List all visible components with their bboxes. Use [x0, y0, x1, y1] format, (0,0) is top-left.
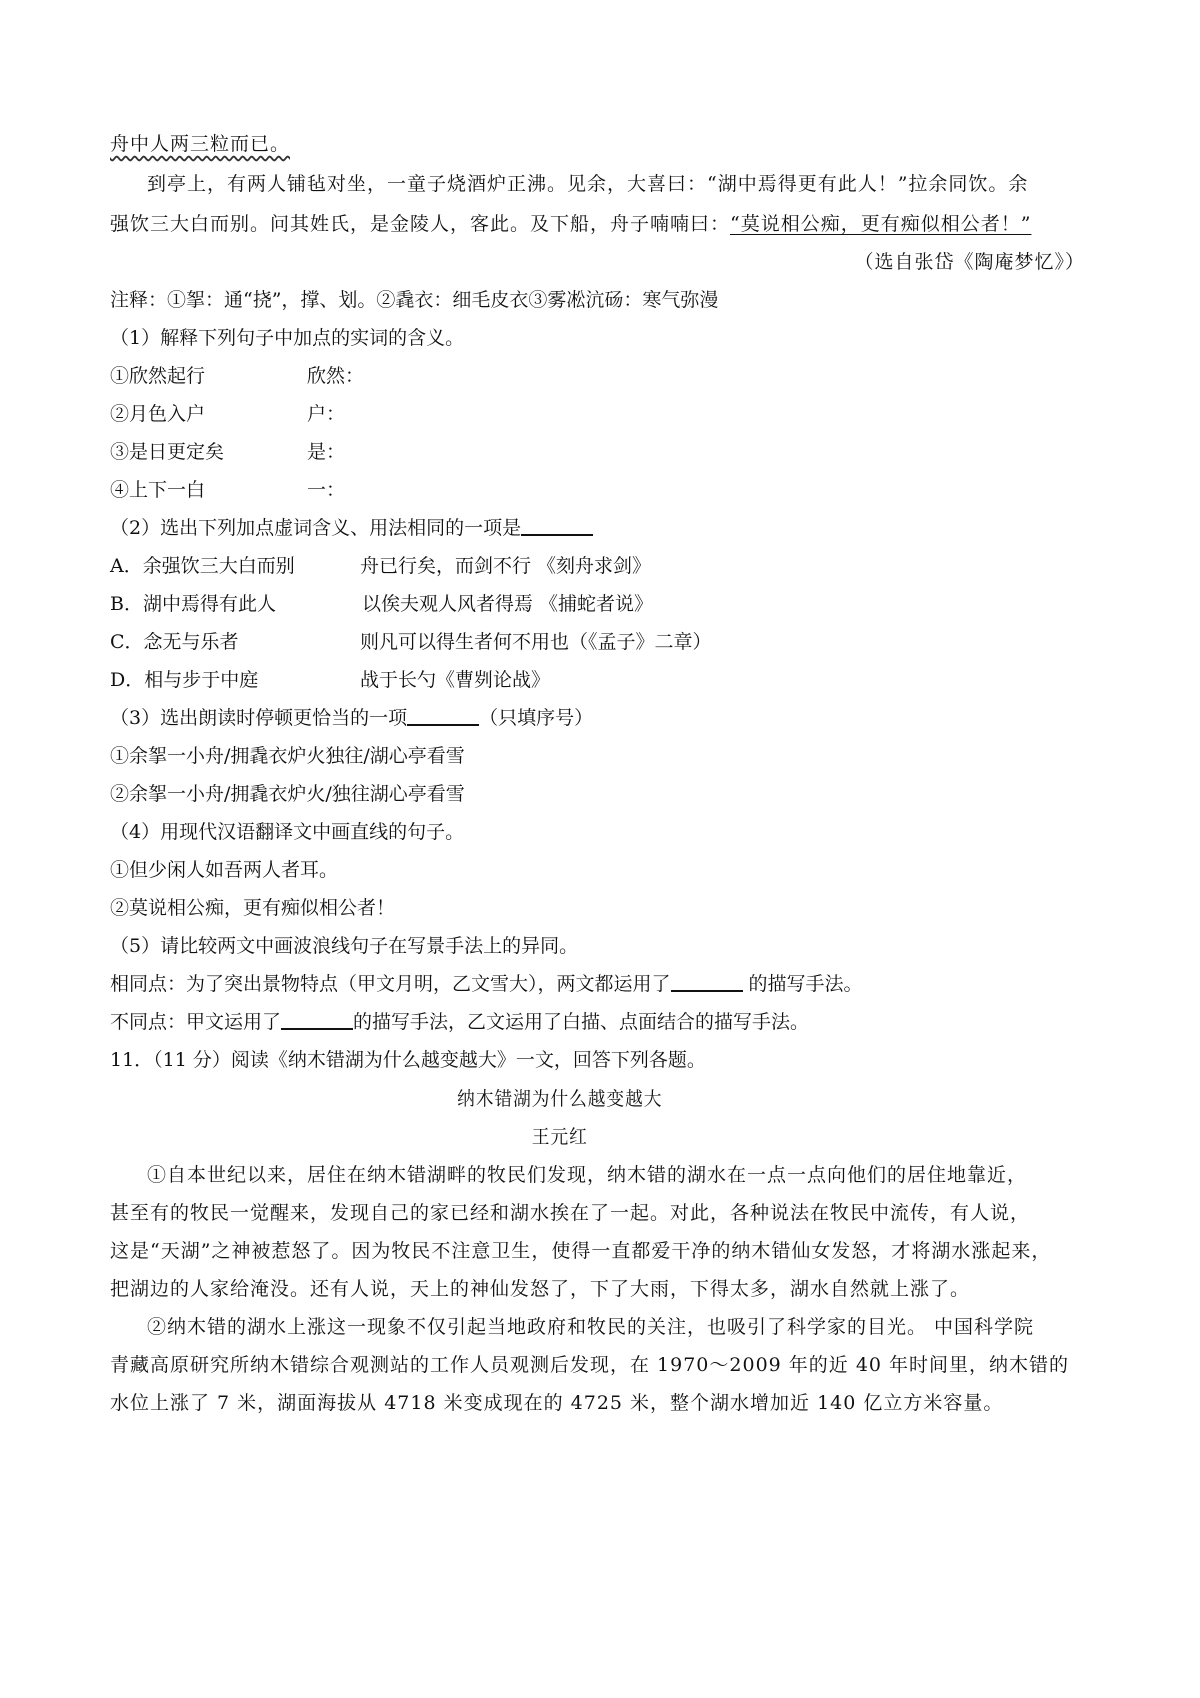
q1-item-left: ④上下一白 — [110, 479, 206, 501]
q3-prompt — [110, 706, 593, 730]
q3-prompt-text: （3）选出朗读时停顿更恰当的一项 — [110, 707, 408, 729]
answer-blank[interactable] — [281, 1010, 353, 1030]
article-paragraph-line: 水位上涨了 7 米，湖面海拔从 4718 米变成现在的 4725 米，整个湖水增加近 140 亿立方米容量。 — [110, 1392, 1004, 1414]
q5-diff — [110, 1010, 809, 1034]
q2-option-left: A．余强饮三大白而别 — [110, 555, 295, 577]
article-author: 王元红 — [531, 1126, 588, 1148]
article-paragraph-line: 这是“天湖”之神被惹怒了。因为牧民不注意卫生，使得一直都爱干净的纳木错仙女发怒，才将湖水涨起来， — [110, 1240, 1052, 1262]
q4-item: ②莫说相公痴，更有痴似相公者！ — [110, 897, 396, 919]
underlined-sentence: “莫说相公痴，更有痴似相公者！” — [730, 213, 1032, 235]
q3-item: ②余挐一小舟/拥毳衣炉火/独往湖心亭看雪 — [110, 783, 465, 805]
q2-option-right: 则凡可以得生者何不用也（《孟子》二章） — [360, 631, 712, 653]
q1-item-right: 欣然： — [307, 365, 365, 387]
q5-prompt: （5）请比较两文中画波浪线句子在写景手法上的异同。 — [110, 935, 579, 957]
passage-line: 到亭上，有两人铺毡对坐，一童子烧酒炉正沸。见余，大喜曰：“湖中焉得更有此人！”拉余同饮。余 — [147, 173, 1029, 195]
article-paragraph-line: 青藏高原研究所纳木错综合观测站的工作人员观测后发现，在 1970～2009 年的近 40 年时间里，纳木错的 — [110, 1354, 1070, 1376]
article-paragraph-line: ①自本世纪以来，居住在纳木错湖畔的牧民们发现，纳木错的湖水在一点一点向他们的居住地靠近， — [147, 1164, 1028, 1186]
q11-prompt: 11．（11 分）阅读《纳木错湖为什么越变越大》一文，回答下列各题。 — [110, 1049, 706, 1071]
passage-text: 强饮三大白而别。问其姓氏，是金陵人，客此。及下船，舟子喃喃曰： — [110, 213, 731, 235]
q4-item: ①但少闲人如吾两人者耳。 — [110, 859, 339, 881]
q3-item: ①余挐一小舟/拥毳衣炉火独往/湖心亭看雪 — [110, 745, 465, 767]
q2-prompt — [110, 516, 593, 540]
q5-diff-text: 不同点：甲文运用了 — [110, 1011, 282, 1033]
q1-item-left: ②月色入户 — [110, 403, 206, 425]
q3-prompt-suffix: （只填序号） — [479, 707, 594, 729]
q5-diff-suffix: 的描写手法，乙文运用了白描、点面结合的描写手法。 — [353, 1011, 810, 1033]
q1-item-right: 是： — [307, 441, 346, 463]
article-paragraph-line: 甚至有的牧民一觉醒来，发现自己的家已经和湖水挨在了一起。对此，各种说法在牧民中流传，有人说， — [110, 1202, 1031, 1224]
q1-prompt: （1）解释下列句子中加点的实词的含义。 — [110, 327, 465, 349]
q2-option-left: C．念无与乐者 — [110, 631, 239, 653]
q1-item-left: ①欣然起行 — [110, 365, 206, 387]
q4-prompt: （4）用现代汉语翻译文中画直线的句子。 — [110, 821, 465, 843]
passage-line: 舟中人两三粒而已。 — [110, 133, 291, 155]
q2-option-right: 舟已行矣，而剑不行 《刻舟求剑》 — [360, 555, 652, 577]
q1-item-left: ③是日更定矣 — [110, 441, 225, 463]
q1-item-right: 户： — [307, 403, 346, 425]
passage-source: （选自张岱《陶庵梦忆》） — [854, 251, 1085, 273]
q5-same — [110, 972, 863, 996]
answer-blank[interactable] — [671, 972, 743, 992]
q2-option-left: D．相与步于中庭 — [110, 669, 259, 691]
passage-line — [110, 212, 1031, 236]
q2-option-right: 以俟夫观人风者得焉 《捕蛇者说》 — [362, 593, 654, 615]
article-title: 纳木错湖为什么越变越大 — [457, 1088, 663, 1110]
q5-same-text: 相同点：为了突出景物特点（甲文月明，乙文雪大），两文都运用了 — [110, 973, 671, 995]
answer-blank[interactable] — [407, 706, 479, 726]
q2-option-right: 战于长勺《曹刿论战》 — [360, 669, 551, 691]
article-paragraph-line: ②纳木错的湖水上涨这一现象不仅引起当地政府和牧民的关注，也吸引了科学家的目光。 中国科学院 — [147, 1316, 1035, 1338]
article-paragraph-line: 把湖边的人家给淹没。还有人说，天上的神仙发怒了，下了大雨，下得太多，湖水自然就上涨了。 — [110, 1278, 971, 1300]
q2-option-left: B．湖中焉得有此人 — [110, 593, 276, 615]
q2-prompt-text: （2）选出下列加点虚词含义、用法相同的一项是 — [110, 517, 522, 539]
q1-item-right: 一： — [307, 479, 346, 501]
annotation-note: 注释：①挐：通“挠”，撑、划。②毳衣：细毛皮衣③雾凇沆砀：寒气弥漫 — [110, 289, 719, 311]
q5-same-suffix: 的描写手法。 — [742, 973, 863, 995]
answer-blank[interactable] — [521, 516, 593, 536]
